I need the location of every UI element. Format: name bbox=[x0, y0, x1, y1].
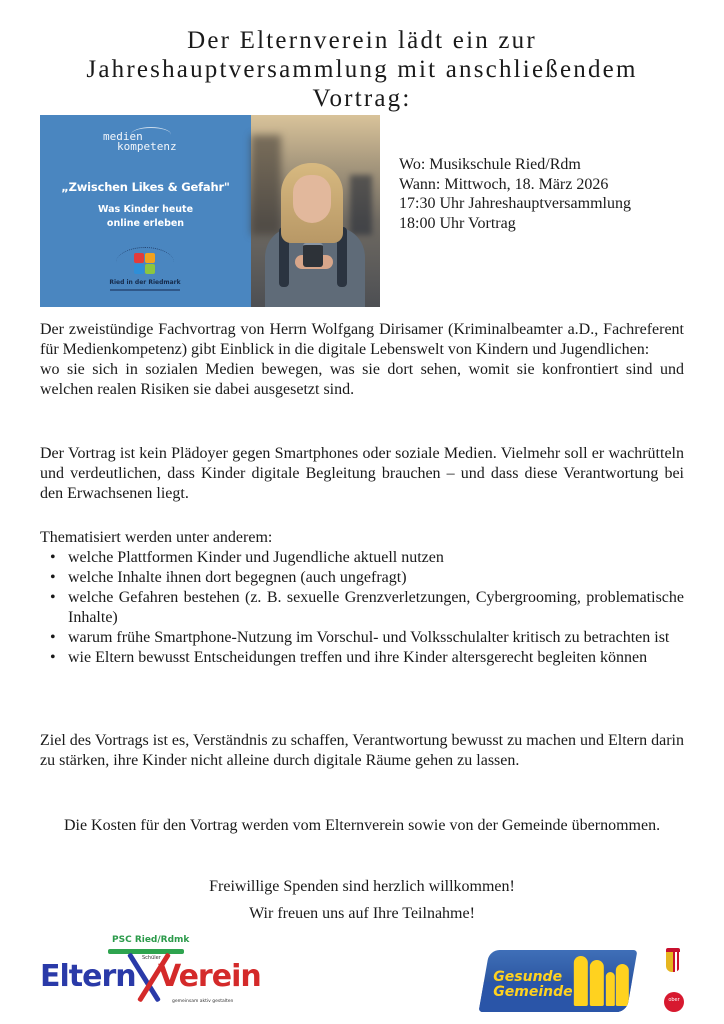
logo-text-line-1: Gesunde bbox=[493, 969, 563, 985]
goal-text: Ziel des Vortrags ist es, Verständnis zu schaffen, Verantwortung bewusst zu machen und Eltern darin zu stärken, ihre Kinder nicht alleine durch digitale Räume gehen zu lassen. bbox=[40, 732, 684, 769]
logo-text-line-2: Gemeinde bbox=[493, 984, 573, 1000]
girl-with-phone-photo bbox=[251, 115, 380, 307]
event-date: Wann: Mittwoch, 18. März 2026 bbox=[399, 175, 609, 193]
coat-of-arms-icon bbox=[664, 948, 682, 974]
intro-text-2: wo sie sich in sozialen Medien bewegen, was sie dort sehen, womit sie konfrontiert sind und welchen realen Risiken sie dabei ausgesetzt sind. bbox=[40, 361, 684, 398]
title-line: Jahreshauptversammlung mit anschließendem bbox=[86, 56, 638, 83]
costs-note: Die Kosten für den Vortrag werden vom Elternverein sowie von der Gemeinde übernommen. bbox=[63, 817, 661, 834]
logo-tagline: gemeinsam aktiv gestalten bbox=[172, 999, 234, 1004]
statement-text: Der Vortrag ist kein Plädoyer gegen Smartphones oder soziale Medien. Vielmehr soll er wachrütteln und verdeutlichen, dass Kinder digitale Begleitung brauchen – und dass diese Verantwortung bei den Erwachsenen liegt. bbox=[40, 445, 684, 502]
title-line: Der Elternverein lädt ein zur bbox=[187, 27, 537, 54]
thanks-note: Wir freuen uns auf Ihre Teilnahme! bbox=[249, 905, 475, 922]
logo-text-bottom: kompetenz bbox=[117, 140, 177, 153]
list-item: • warum frühe Smartphone-Nutzung im Vorschul- und Volksschulalter kritisch zu betrachten ist bbox=[50, 628, 684, 648]
event-info bbox=[399, 155, 631, 233]
donations-note: Freiwillige Spenden sind herzlich willkommen! bbox=[209, 878, 515, 895]
photo-figure bbox=[293, 175, 331, 223]
intro-text-1: Der zweistündige Fachvortrag von Herrn Wolfgang Dirisamer (Kriminalbeamter a.D., Fachreferent für Medienkompetenz) gibt Einblick in die digitale Lebenswelt von Kindern und Jugendlichen: bbox=[40, 321, 684, 358]
list-item: • wie Eltern bewusst Entscheidungen treffen und ihre Kinder altersgerecht begleiten können bbox=[50, 648, 684, 668]
logo-text bbox=[493, 970, 572, 1000]
intro-paragraph bbox=[40, 320, 684, 400]
smartphone-icon bbox=[303, 243, 323, 267]
elternverein-logo bbox=[40, 935, 261, 1015]
page-title bbox=[0, 26, 724, 113]
list-item: • welche Plattformen Kinder und Jugendliche aktuell nutzen bbox=[50, 548, 684, 568]
school-name: Ried in der Riedmark bbox=[109, 279, 181, 286]
event-schedule-item: 17:30 Uhr Jahreshauptversammlung bbox=[399, 195, 631, 212]
green-pencil-icon bbox=[108, 949, 184, 954]
title-line: Vortrag: bbox=[312, 85, 412, 112]
logo-pencil-label: Schüler bbox=[142, 955, 161, 961]
upper-austria-logo bbox=[664, 992, 684, 1012]
statement-paragraph bbox=[40, 444, 684, 504]
logo-school-name: PSC Ried/Rdmk bbox=[112, 935, 190, 945]
flyer-headline: „Zwischen Likes & Gefahr" bbox=[61, 180, 230, 194]
medienkompetenz-logo bbox=[103, 127, 203, 157]
logo-word-right: Verein bbox=[158, 959, 261, 994]
photo-background bbox=[251, 135, 281, 235]
event-schedule-item: 18:00 Uhr Vortrag bbox=[399, 214, 516, 232]
list-item: • welche Gefahren bestehen (z. B. sexuelle Grenzverletzungen, Cybergrooming, problematische Inhalte) bbox=[50, 588, 684, 628]
event-flyer-image bbox=[40, 115, 380, 307]
list-item: • welche Inhalte ihnen dort begegnen (auch ungefragt) bbox=[50, 568, 684, 588]
event-location: Wo: Musikschule Ried/Rdm bbox=[399, 156, 581, 173]
flyer-subline-2: online erleben bbox=[106, 218, 185, 229]
gesunde-gemeinde-logo bbox=[479, 950, 638, 1012]
school-cluster-logo bbox=[100, 245, 190, 303]
puzzle-icon bbox=[134, 253, 156, 275]
topics-intro: Thematisiert werden unter anderem: bbox=[40, 529, 273, 546]
shield-left bbox=[666, 952, 673, 972]
logo-text-top: medien bbox=[103, 130, 143, 143]
flyer-text-panel bbox=[40, 115, 251, 307]
family-icon bbox=[570, 954, 630, 1010]
photo-background bbox=[350, 175, 372, 235]
shield-right bbox=[673, 952, 680, 972]
goal-paragraph bbox=[40, 731, 684, 771]
logo-word-left: Eltern bbox=[40, 959, 136, 994]
topics-list bbox=[40, 548, 684, 668]
school-subtitle-line bbox=[110, 289, 180, 291]
flyer-subline-1: Was Kinder heute bbox=[97, 204, 194, 215]
state-logo-text: ober bbox=[668, 997, 680, 1003]
topics-section bbox=[40, 528, 684, 668]
flyer-subline bbox=[40, 203, 251, 231]
